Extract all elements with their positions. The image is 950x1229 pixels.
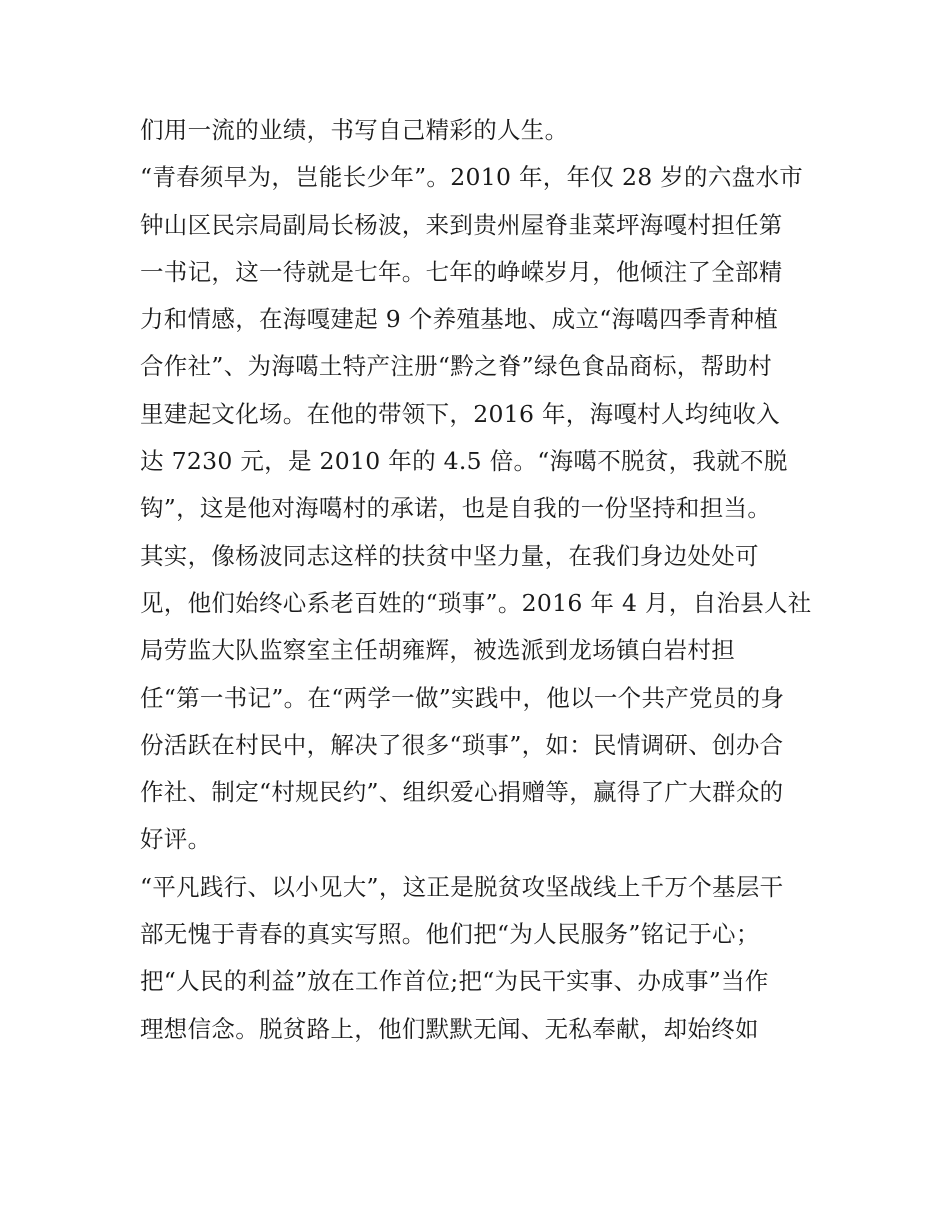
text-line: 见，他们始终心系老百姓的“琐事”。2016 年 4 月，自治县人社 <box>140 588 812 617</box>
text-line: 们用一流的业绩，书写自己精彩的人生。 <box>140 116 569 144</box>
text-line: 力和情感，在海嘎建起 9 个养殖基地、成立“海噶四季青种植 <box>140 305 779 334</box>
text-line: 作社、制定“村规民约”、组织爱心捐赠等，赢得了广大群众的 <box>140 778 784 807</box>
text-line: 一书记，这一待就是七年。七年的峥嵘岁月，他倾注了全部精 <box>140 257 783 286</box>
text-line: 里建起文化场。在他的带领下，2016 年，海嘎村人均纯收入 <box>140 399 780 428</box>
text-line: “青春须早为，岂能长少年”。2010 年，年仅 28 岁的六盘水市 <box>140 163 804 192</box>
text-line: 任“第一书记”。在“两学一做”实践中，他以一个共产党员的身 <box>140 683 785 712</box>
text-line: 其实，像杨波同志这样的扶贫中坚力量，在我们身边处处可 <box>140 541 759 570</box>
text-line: 局劳监大队监察室主任胡雍辉，被选派到龙场镇白岩村担 <box>140 636 735 665</box>
text-line: “平凡践行、以小见大”，这正是脱贫攻坚战线上千万个基层干 <box>140 872 784 901</box>
text-line: 合作社”、为海噶土特产注册“黔之脊”绿色食品商标，帮助村 <box>140 352 772 381</box>
text-line: 理想信念。脱贫路上，他们默默无闻、无私奉献，却始终如 <box>140 1014 759 1043</box>
text-line: 达 7230 元，是 2010 年的 4.5 倍。“海噶不脱贫，我就不脱 <box>140 447 788 476</box>
body-text <box>140 107 820 1053</box>
text-line: 钩”，这是他对海噶村的承诺，也是自我的一份坚持和担当。 <box>140 494 772 523</box>
text-line: 把“人民的利益”放在工作首位;把“为民干实事、办成事”当作 <box>140 967 769 996</box>
text-line: 部无愧于青春的真实写照。他们把“为人民服务”铭记于心； <box>140 920 760 949</box>
text-line: 好评。 <box>140 825 212 854</box>
text-line: 份活跃在村民中，解决了很多“琐事”，如：民情调研、创办合 <box>140 730 784 759</box>
text-line: 钟山区民宗局副局长杨波，来到贵州屋脊韭菜坪海嘎村担任第 <box>140 210 783 239</box>
